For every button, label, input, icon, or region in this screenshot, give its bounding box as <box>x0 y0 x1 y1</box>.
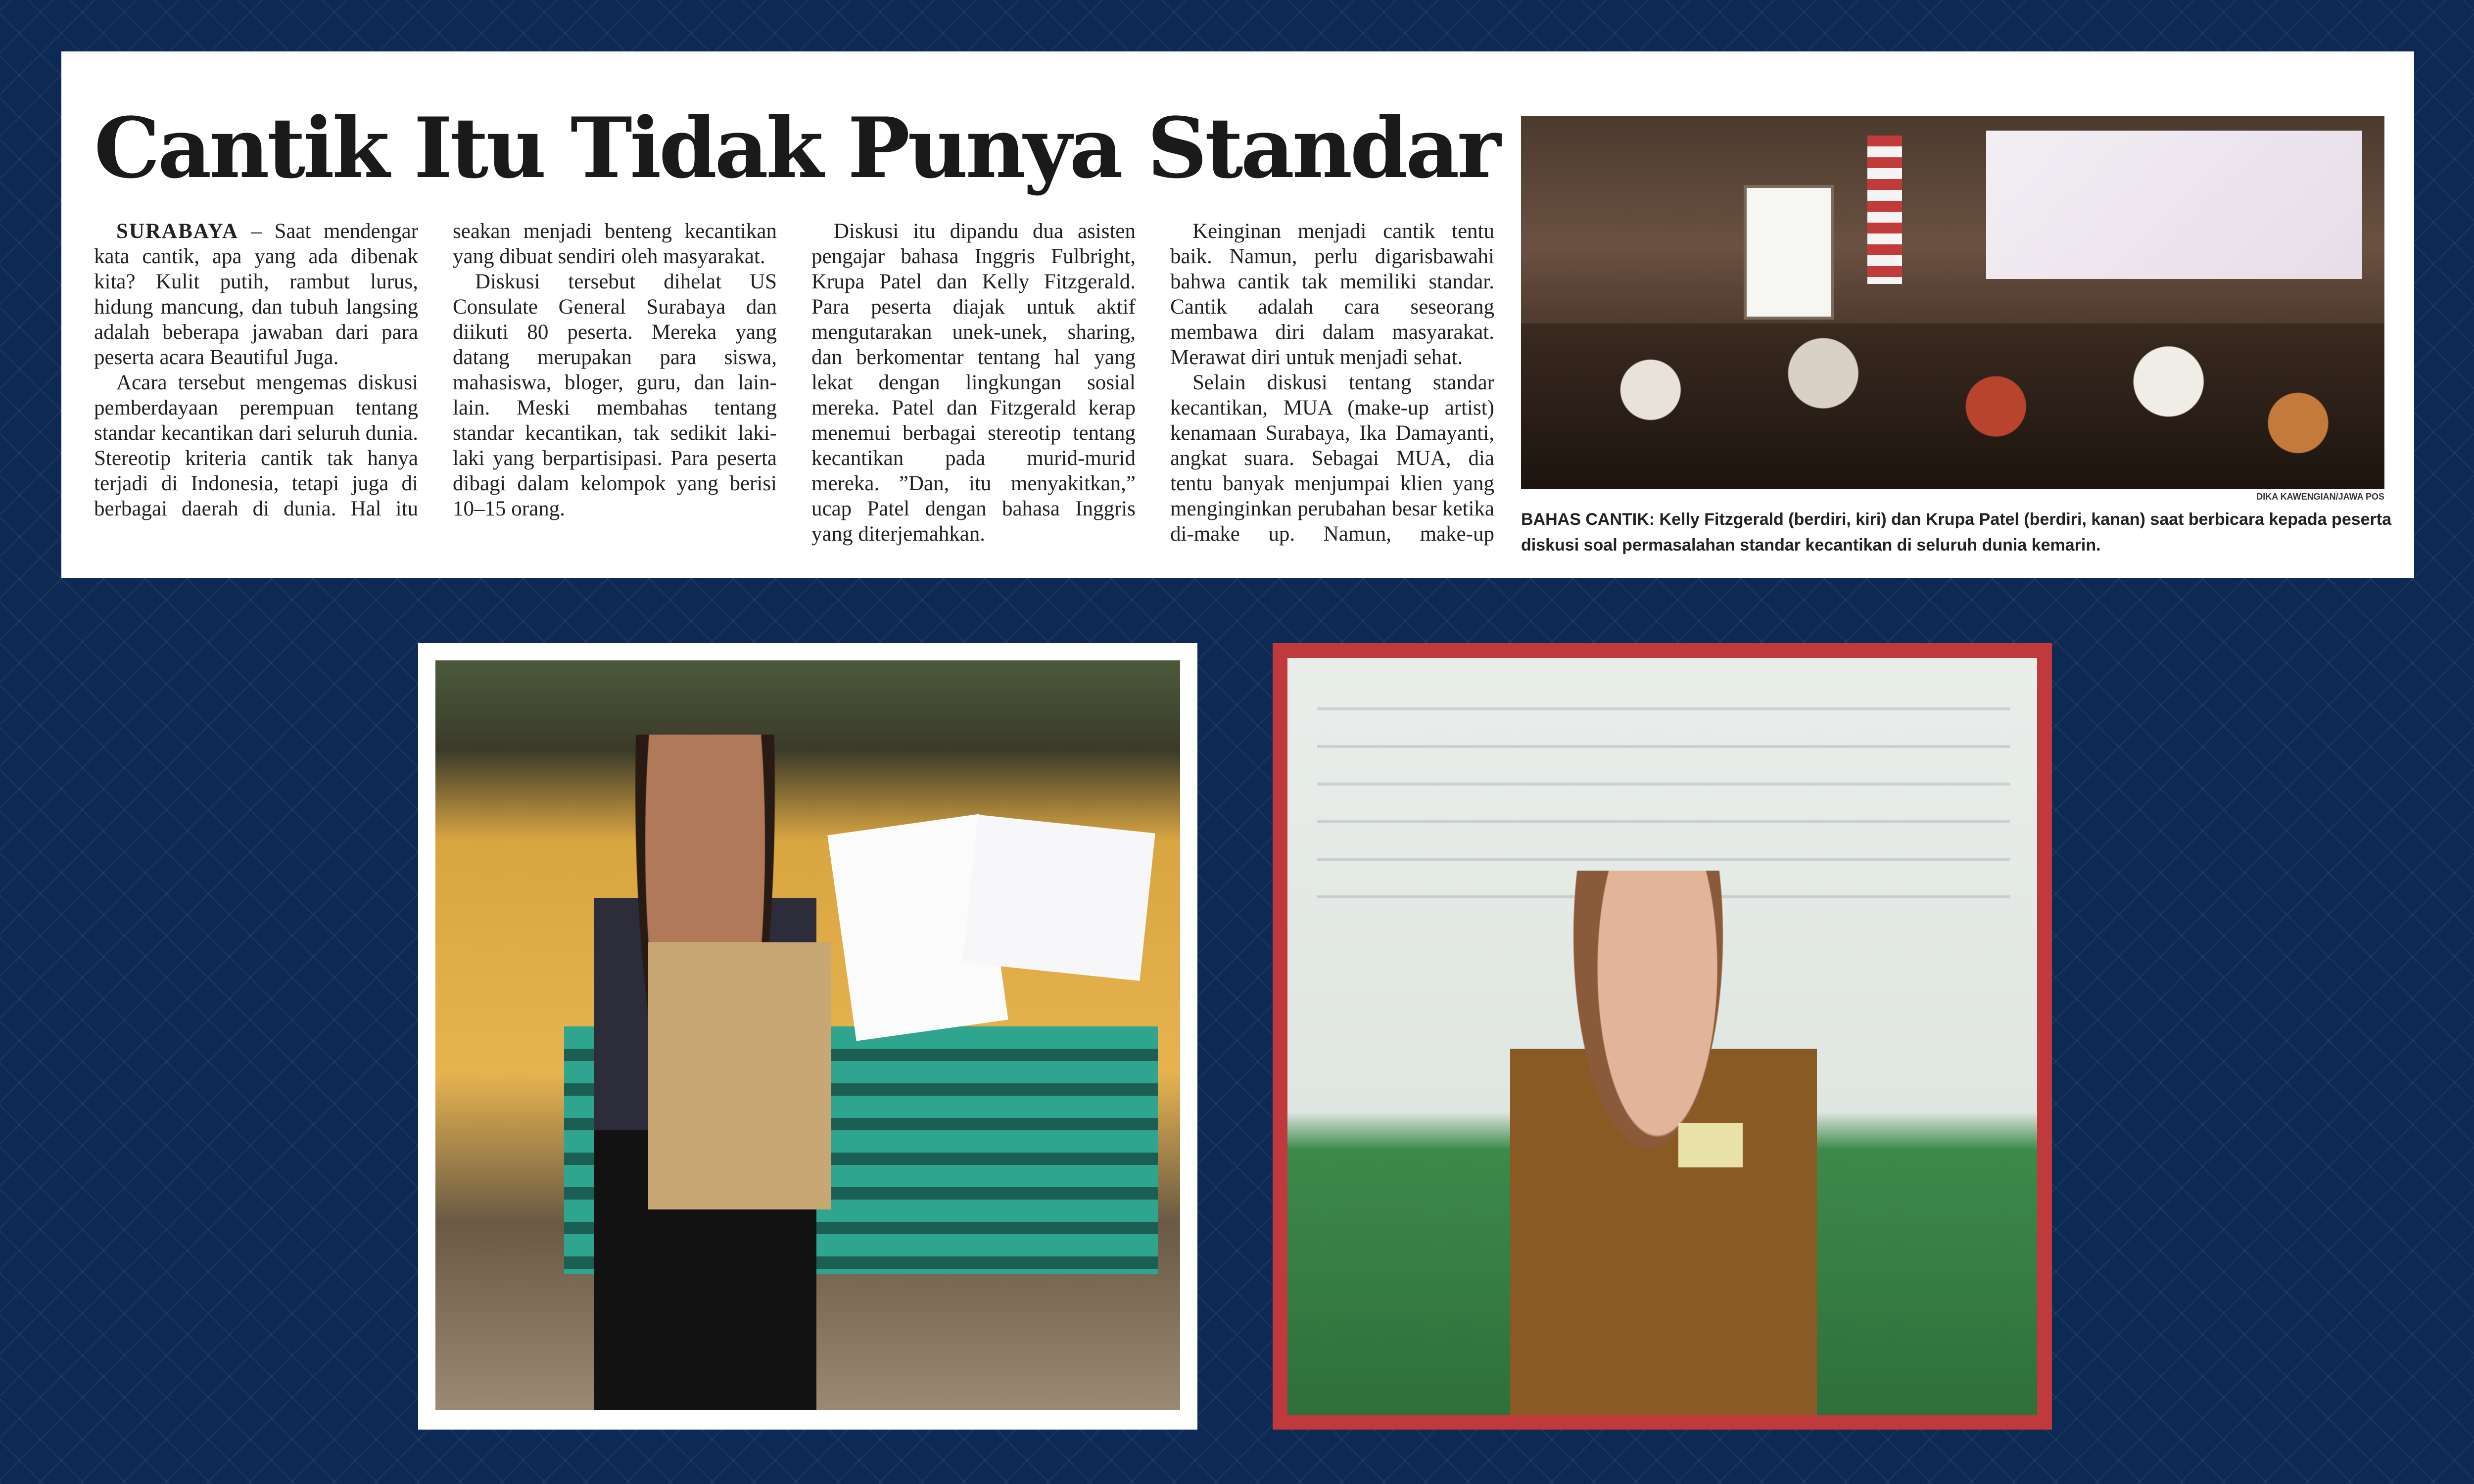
right-photo-frame <box>1273 643 2052 1430</box>
newspaper-clipping <box>61 51 2414 578</box>
article-headline: Cantik Itu Tidak Punya Standar <box>94 99 1499 197</box>
flag <box>1867 136 1902 284</box>
article-paragraph: Diskusi itu dipandu dua asisten pengajar bahasa Inggris Fulbright, Krupa Patel dan Kelly Fitzgerald. Para peserta diajak untuk aktif mengutarakan unek-unek, sharing, dan berkomentar tentang hal yang lekat dengan lingkungan sosial mereka. Patel dan Fitzgerald kerap menemui berbagai stereotip tentang kecantikan pada murid-murid mereka. ”Dan, itu menyakitkan,” ucap Patel dengan bahasa Inggris yang diterjemahkan. <box>811 220 1136 546</box>
article-paragraph: Diskusi tersebut dihelat US Consulate General Surabaya dan diikuti 80 peserta. Mereka yang datang merupakan para siswa, mahasiswa, bloger, guru, dan lain-lain. Meski membahas tentang standar kecantikan, tak sedikit laki-laki yang berpartisipasi. Para peserta dibagi dalam kelompok yang berisi 10–15 orang. <box>453 270 777 520</box>
teacher-figure <box>1510 871 1817 1415</box>
article-paragraph: Acara tersebut mengemas diskusi pemberdayaan perempuan tentang standar kecantikan dari seluruh dunia. Stereotip kriteria cantik tak hanya terjadi di Indonesia, tetapi juga di berbagai daerah di dunia. Hal itu seakan menjadi benteng kecantikan yang dibuat sendiri oleh masyarakat. <box>94 220 777 520</box>
paragraph-text: Selain diskusi tentang standar kecantikan, MUA (make-up artist) kenamaan Surabaya, Ika Damayanti, angkat suara. Sebagai MUA, dia tentu banyak menjumpai klien yang menginginkan perubahan besar ketika di-make up. Namun, make-up <box>1170 371 1494 546</box>
article-paragraph <box>94 219 418 370</box>
projector-screen <box>1986 131 2362 279</box>
photo-credit: DIKA KAWENGIAN/JAWA POS <box>2256 492 2384 502</box>
workshop-audience-photo <box>1521 116 2384 489</box>
left-photo-frame <box>418 643 1197 1430</box>
thank-you-card <box>962 815 1155 981</box>
name-tag <box>1678 1123 1743 1167</box>
audience <box>1521 324 2384 489</box>
flip-chart <box>1744 185 1834 320</box>
article-paragraph: Keinginan menjadi cantik tentu baik. Namun, perlu digarisbawahi bahwa cantik tak memiliki standar. Cantik adalah cara seseorang membawa diri dalam masyarakat. Merawat diri untuk menjadi sehat. <box>1170 220 1494 369</box>
paragraph-text: – Saat mendengar kata cantik, apa yang ada dibenak kita? Kulit putih, rambut lurus, hidung mancung, dan tubuh langsing adalah beberapa jawaban dari para peserta acara Beautiful Juga. <box>94 220 418 369</box>
article-body <box>94 219 1494 565</box>
woman-holding-cards-photo <box>435 660 1180 1410</box>
brown-envelope <box>648 942 831 1209</box>
smiling-teacher-photo <box>1287 658 2037 1415</box>
photo-caption: BAHAS CANTIK: Kelly Fitzgerald (berdiri, kiri) dan Krupa Patel (berdiri, kanan) saat berbicara kepada peserta diskusi soal permasalahan standar kecantikan di seluruh dunia kemarin. <box>1521 510 2392 555</box>
article-dateline: SURABAYA <box>116 220 239 243</box>
